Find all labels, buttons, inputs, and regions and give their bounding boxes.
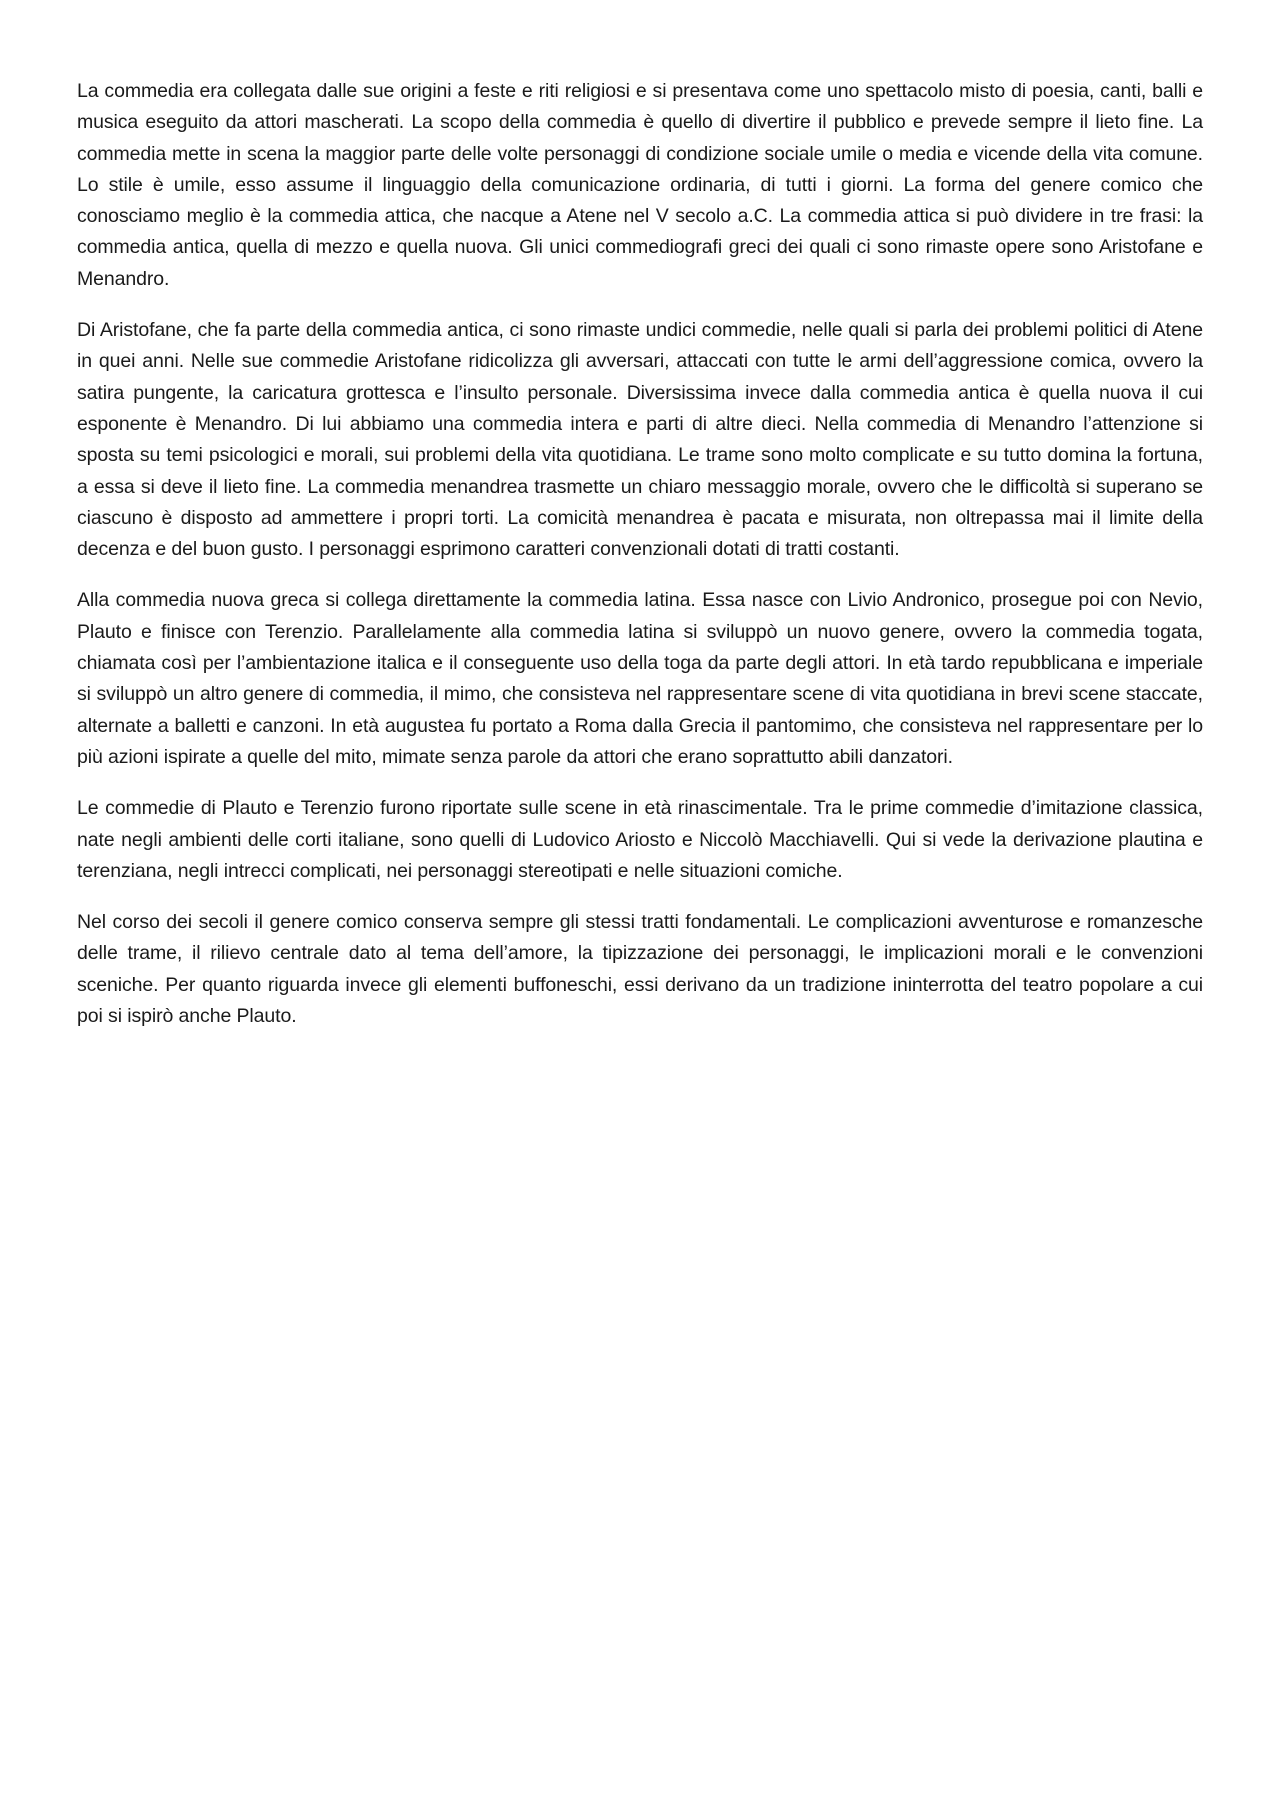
paragraph-tratti-fondamentali: Nel corso dei secoli il genere comico conserva sempre gli stessi tratti fondamentali. Le complicazioni avventurose e romanzesche delle trame, il rilievo centrale dato al tema dell’amore, la tipizzazione dei personaggi, le implicazioni morali e le convenzioni sceniche. Per quanto riguarda invece gli elementi buffoneschi, essi derivano da un tradizione ininterrotta del teatro popolare a cui poi si ispirò anche Plauto. xyxy=(77,911,1203,1028)
document-body xyxy=(77,76,1203,1052)
paragraph-rinascimento: Le commedie di Plauto e Terenzio furono riportate sulle scene in età rinascimentale. Tra le prime commedie d’imitazione classica, nate negli ambienti delle corti italiane, sono quelli di Ludovico Ariosto e Niccolò Macchiavelli. Qui si vede la derivazione plautina e terenziana, negli intrecci complicati, nei personaggi stereotipati e nelle situazioni comiche. xyxy=(77,797,1203,882)
paragraph-commedia-origini: La commedia era collegata dalle sue origini a feste e riti religiosi e si presentava come uno spettacolo misto di poesia, canti, balli e musica eseguito da attori mascherati. La scopo della commedia è quello di divertire il pubblico e prevede sempre il lieto fine. La commedia mette in scena la maggior parte delle volte personaggi di condizione sociale umile o media e vicende della vita comune. Lo stile è umile, esso assume il linguaggio della comunicazione ordinaria, di tutti i giorni. La forma del genere comico che conosciamo meglio è la commedia attica, che nacque a Atene nel V secolo a.C. La commedia attica si può dividere in tre frasi: la commedia antica, quella di mezzo e quella nuova. Gli unici commediografi greci dei quali ci sono rimaste opere sono Aristofane e Menandro. xyxy=(77,80,1203,290)
paragraph-commedia-latina: Alla commedia nuova greca si collega direttamente la commedia latina. Essa nasce con Livio Andronico, prosegue poi con Nevio, Plauto e finisce con Terenzio. Parallelamente alla commedia latina si sviluppò un nuovo genere, ovvero la commedia togata, chiamata così per l’ambientazione italica e il conseguente uso della toga da parte degli attori. In età tardo repubblicana e imperiale si sviluppò un altro genere di commedia, il mimo, che consisteva nel rappresentare scene di vita quotidiana in brevi scene staccate, alternate a balletti e canzoni. In età augustea fu portato a Roma dalla Grecia il pantomimo, che consisteva nel rappresentare per lo più azioni ispirate a quelle del mito, mimate senza parole da attori che erano soprattutto abili danzatori. xyxy=(77,589,1203,768)
paragraph-aristofane-menandro: Di Aristofane, che fa parte della commedia antica, ci sono rimaste undici commedie, nelle quali si parla dei problemi politici di Atene in quei anni. Nelle sue commedie Aristofane ridicolizza gli avversari, attaccati con tutte le armi dell’aggressione comica, ovvero la satira pungente, la caricatura grottesca e l’insulto personale. Diversissima invece dalla commedia antica è quella nuova il cui esponente è Menandro. Di lui abbiamo una commedia intera e parti di altre dieci. Nella commedia di Menandro l’attenzione si sposta su temi psicologici e morali, sui problemi della vita quotidiana. Le trame sono molto complicate e su tutto domina la fortuna, a essa si deve il lieto fine. La commedia menandrea trasmette un chiaro messaggio morale, ovvero che le difficoltà si superano se ciascuno è disposto ad ammettere i propri torti. La comicità menandrea è pacata e misurata, non oltrepassa mai il limite della decenza e del buon gusto. I personaggi esprimono caratteri convenzionali dotati di tratti costanti. xyxy=(77,319,1203,561)
